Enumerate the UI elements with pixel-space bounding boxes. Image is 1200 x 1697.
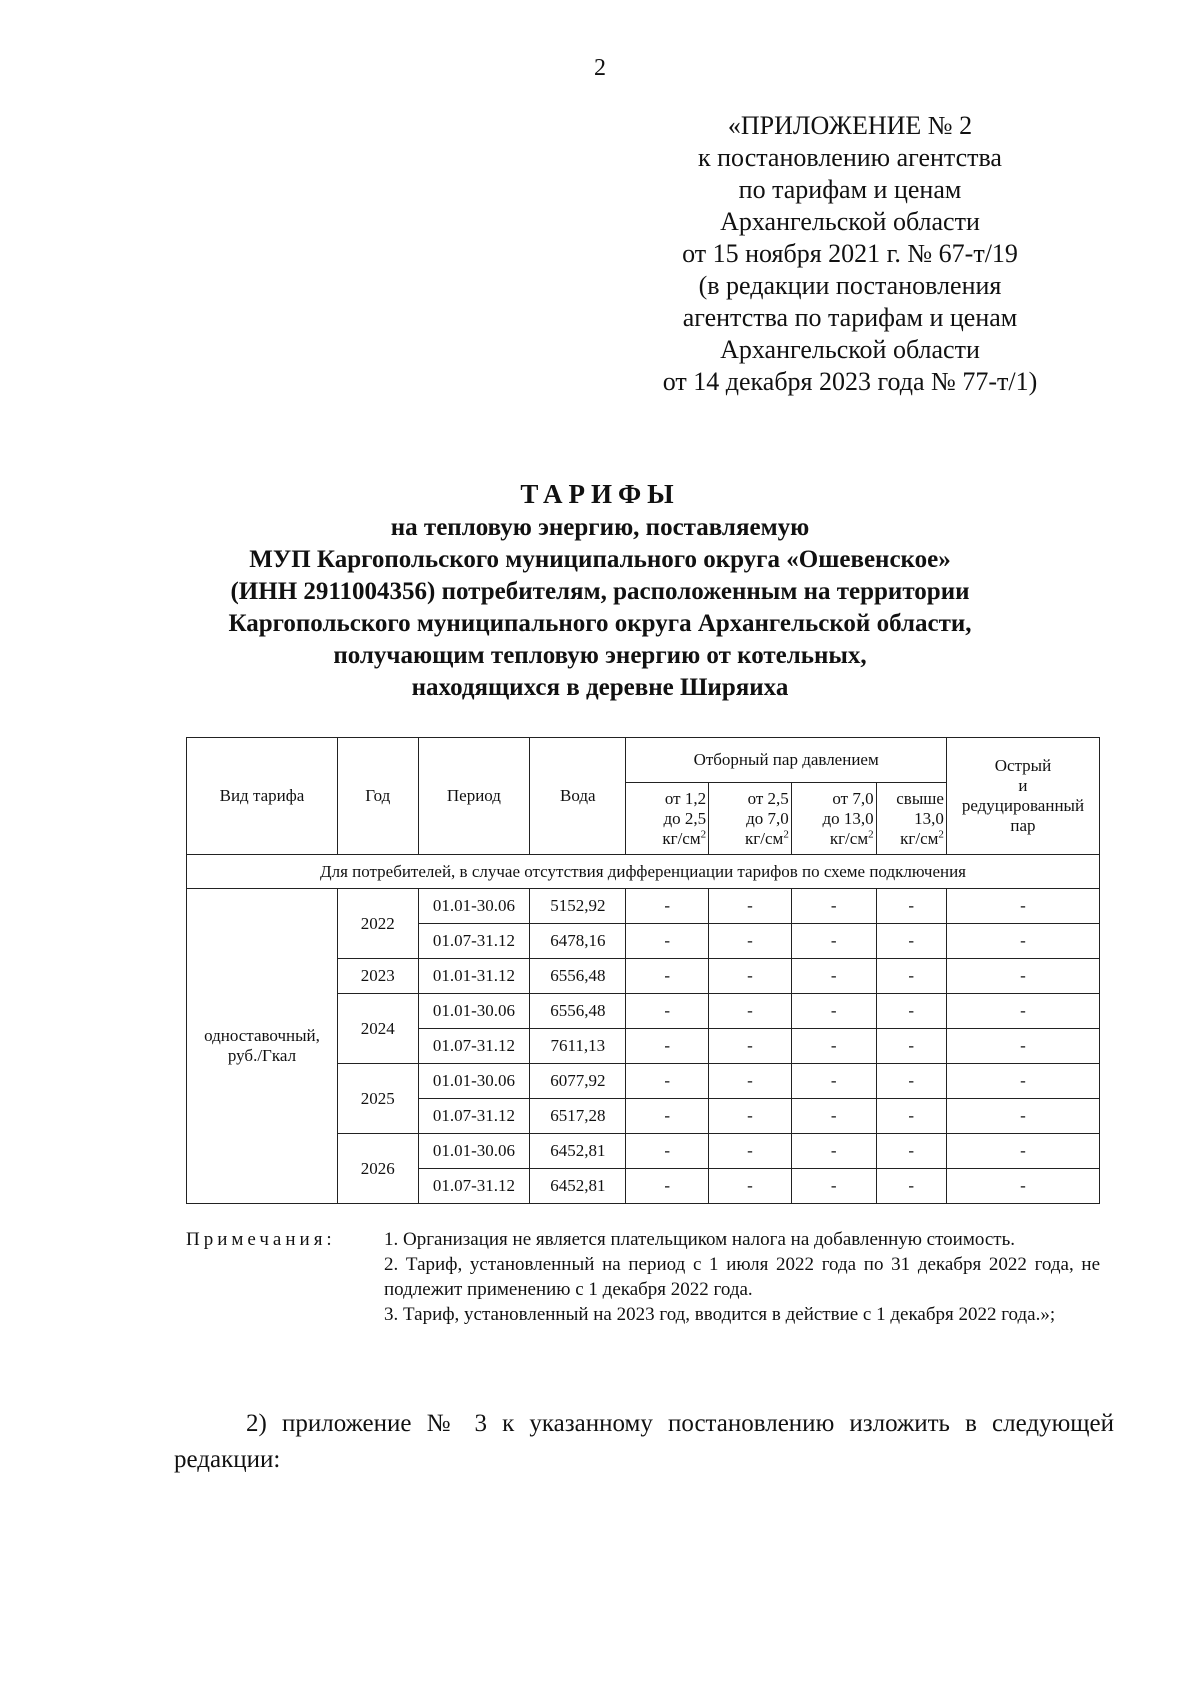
header-pressure-1: от 1,2 до 2,5 $кг/см^2$ [626,783,709,855]
sharp-cell: - [946,959,1099,994]
notes-list [384,1227,1100,1327]
tariffs-table [186,737,1100,1204]
period-cell: 01.07-31.12 [418,1029,530,1064]
appendix-line: «ПРИЛОЖЕНИЕ № 2 [727,111,973,140]
period-cell: 01.07-31.12 [418,1099,530,1134]
p3-cell: - [791,1134,876,1169]
title-line: (ИНН 2911004356) потребителям, расположенным на территории [230,578,970,605]
p4-cell: - [876,994,946,1029]
appendix-line: к постановлению агентства [698,143,1002,172]
title-main: ТАРИФЫ [520,479,680,509]
p1-cell: - [626,1134,709,1169]
sharp-cell: - [946,1099,1099,1134]
p4-cell: - [876,889,946,924]
header-sharp-steam: Острый и редуцированный пар [946,738,1099,855]
appendix-line: по тарифам и ценам [738,175,962,204]
p1-cell: - [626,1064,709,1099]
appendix-line: агентства по тарифам и ценам [682,303,1018,332]
header-pressure-4: свыше 13,0 $кг/см^2$ [876,783,946,855]
note-item: 3. Тариф, установленный на 2023 год, вводится в действие с 1 декабря 2022 года.»; [384,1304,1056,1325]
p3-cell: - [791,1029,876,1064]
p4-cell: - [876,924,946,959]
p3-cell: - [791,1169,876,1204]
p2-cell: - [709,1064,792,1099]
year-cell: 2025 [337,1064,418,1134]
p3-cell: - [791,924,876,959]
year-cell: 2024 [337,994,418,1064]
table-row [187,889,1100,924]
section-caption: Для потребителей, в случае отсутствия дифференциации тарифов по схеме подключения [187,855,1100,889]
notes-label: Примечания: [186,1229,336,1250]
p4-cell: - [876,1099,946,1134]
p3-cell: - [791,1099,876,1134]
water-cell: 6556,48 [530,994,626,1029]
period-cell: 01.01-31.12 [418,959,530,994]
closing-paragraph: 2) приложение № 3 к указанному постановлению изложить в следующей редакции: [174,1410,1114,1473]
year-cell: 2026 [337,1134,418,1204]
p4-cell: - [876,1134,946,1169]
water-cell: 6556,48 [530,959,626,994]
appendix-line: (в редакции постановления [698,271,1002,300]
p1-cell: - [626,924,709,959]
page-number: 2 [594,55,606,81]
sharp-cell: - [946,889,1099,924]
title-line: на тепловую энергию, поставляемую [390,514,810,541]
p2-cell: - [709,889,792,924]
water-cell: 6077,92 [530,1064,626,1099]
note-item: 1. Организация не является плательщиком налога на добавленную стоимость. [384,1229,1015,1250]
year-cell: 2023 [337,959,418,994]
p1-cell: - [626,994,709,1029]
sharp-cell: - [946,1029,1099,1064]
p2-cell: - [709,1099,792,1134]
sharp-cell: - [946,1064,1099,1099]
p4-cell: - [876,1029,946,1064]
p4-cell: - [876,1064,946,1099]
water-cell: 6452,81 [530,1134,626,1169]
p1-cell: - [626,959,709,994]
p4-cell: - [876,959,946,994]
title-line: находящихся в деревне Ширяиха [411,674,789,701]
p2-cell: - [709,959,792,994]
p3-cell: - [791,1064,876,1099]
p2-cell: - [709,924,792,959]
p2-cell: - [709,1029,792,1064]
header-year: Год [337,738,418,855]
p3-cell: - [791,994,876,1029]
p3-cell: - [791,889,876,924]
header-pressure-3: от 7,0 до 13,0 $кг/см^2$ [791,783,876,855]
appendix-line: от 15 ноября 2021 г. № 67-т/19 [682,239,1018,268]
sharp-cell: - [946,1134,1099,1169]
sharp-cell: - [946,1169,1099,1204]
sharp-cell: - [946,994,1099,1029]
note-item: 2. Тариф, установленный на период с 1 июля 2022 года по 31 декабря 2022 года, не подлежит применению с 1 декабря 2022 года. [384,1254,1100,1300]
p4-cell: - [876,1169,946,1204]
appendix-header [560,110,1140,398]
appendix-line: Архангельской области [720,335,980,364]
p1-cell: - [626,1099,709,1134]
title-line: получающим тепловую энергию от котельных, [333,642,867,669]
title-line: Каргопольского муниципального округа Архангельской области, [228,610,972,637]
header-water: Вода [530,738,626,855]
period-cell: 01.01-30.06 [418,1134,530,1169]
period-cell: 01.01-30.06 [418,994,530,1029]
header-pressure-2: от 2,5 до 7,0 $кг/см^2$ [709,783,792,855]
document-title [160,478,1040,704]
water-cell: 5152,92 [530,889,626,924]
water-cell: 6478,16 [530,924,626,959]
p2-cell: - [709,1134,792,1169]
period-cell: 01.01-30.06 [418,889,530,924]
sharp-cell: - [946,924,1099,959]
p1-cell: - [626,1169,709,1204]
period-cell: 01.01-30.06 [418,1064,530,1099]
p2-cell: - [709,994,792,1029]
tariff-type-cell: одноставочный, руб./Гкал [187,889,338,1204]
water-cell: 7611,13 [530,1029,626,1064]
water-cell: 6452,81 [530,1169,626,1204]
header-tariff-type: Вид тарифа [187,738,338,855]
header-selected-steam: Отборный пар давлением [626,738,947,783]
header-period: Период [418,738,530,855]
title-line: МУП Каргопольского муниципального округа «Ошевенское» [249,546,951,573]
appendix-line: Архангельской области [720,207,980,236]
period-cell: 01.07-31.12 [418,1169,530,1204]
p2-cell: - [709,1169,792,1204]
p1-cell: - [626,889,709,924]
period-cell: 01.07-31.12 [418,924,530,959]
appendix-line: от 14 декабря 2023 года № 77-т/1) [662,367,1038,396]
p3-cell: - [791,959,876,994]
p1-cell: - [626,1029,709,1064]
year-cell: 2022 [337,889,418,959]
water-cell: 6517,28 [530,1099,626,1134]
